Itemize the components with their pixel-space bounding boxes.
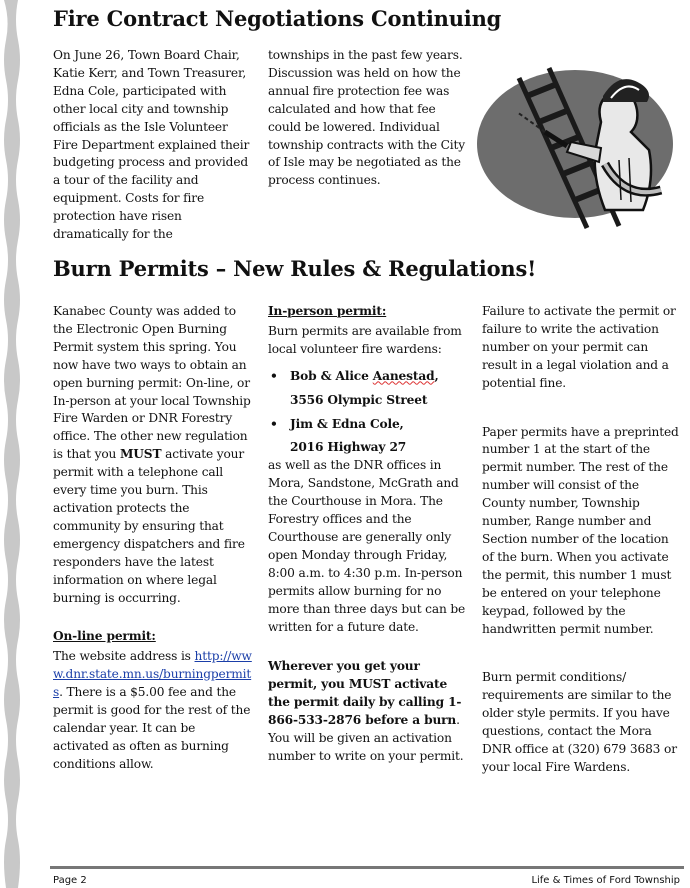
activation-bold-text: Wherever you get your permit, you MUST activate the permit daily by calling 1-866-533-2876 before a burn xyxy=(268,659,462,728)
activation-notice xyxy=(268,658,468,765)
article1-paragraph-2: townships in the past few years. Discussion was held on how the annual fire protection fee was calculated and how that fee could be lowered. Individual township contracts with the City of Isle may be negotiated as the process continues. xyxy=(268,48,466,188)
firefighter-clipart-image xyxy=(475,40,687,232)
inperson-body: as well as the DNR offices in Mora, Sandstone, McGrath and the Courthouse in Mora. The Forestry offices and the Courthouse are generally only open Monday through Friday, 8:00 a.m. to 4:30 p.m. In-person permits allow burning for no more than three days but can be written for a future date. xyxy=(268,458,466,634)
dnr-burning-permits-link[interactable]: http://www.dnr.state.mn.us/burningpermits xyxy=(53,649,252,700)
article-title-burn-permits: Burn Permits – New Rules & Regulations! xyxy=(53,256,537,281)
failure-warning: Failure to activate the permit or failure to write the activation number on your permit can result in a legal violation and a potential fine. xyxy=(482,304,676,390)
decorative-border-strip xyxy=(0,0,22,888)
online-permit-body xyxy=(53,648,253,773)
article2-column-2 xyxy=(268,303,468,766)
burn-permit-intro xyxy=(53,303,253,607)
must-emphasis: MUST xyxy=(119,447,162,462)
article-title-fire-contract: Fire Contract Negotiations Continuing xyxy=(53,6,502,31)
activation-rest-text: . You will be given an activation number to write on your permit. xyxy=(268,713,464,763)
footer-publication-name: Life & Times of Ford Township xyxy=(531,875,680,886)
paper-permits-paragraph: Paper permits have a preprinted number 1 at the start of the permit number. The rest of the number will consist of the County number, Township number, Range number and Section number of the location of the burn. When you activate the permit, this number 1 must be entered on your telephone keypad, followed by the handwritten permit number. xyxy=(482,424,679,636)
article1-column-2 xyxy=(268,47,468,190)
warden1-address: 3556 Olympic Street xyxy=(290,392,428,407)
warden2-address: 2016 Highway 27 xyxy=(290,440,407,455)
intro-text-b: activate your permit with a telephone call every time you burn. This activation protects the community by ensuring that emergency dispatchers and fire responders have the latest information on where legal burning is occurring. xyxy=(53,447,245,605)
article2-column-1 xyxy=(53,303,253,774)
warden-list-item-2 xyxy=(268,416,468,434)
online-text-b: . There is a $5.00 fee and the permit is good for the rest of the calendar year. It can be activated as often as burning conditions allow. xyxy=(53,685,251,771)
article1-column-1 xyxy=(53,47,253,244)
warden2-name: Jim & Edna Cole, xyxy=(290,416,404,431)
warden1-surname: Aanestad xyxy=(372,368,435,383)
footer-page-number: Page 2 xyxy=(53,875,87,886)
bullet-icon: • xyxy=(270,368,278,383)
footer-rule xyxy=(50,866,684,869)
warden1-punct: , xyxy=(434,368,439,383)
intro-text-a: Kanabec County was added to the Electronic Open Burning Permit system this spring. You now have two ways to obtain an open burning permit: On-line, or In-person at your local Township Fire Warden or DNR Forestry office. The other new regulation is that you xyxy=(53,304,251,462)
conditions-paragraph: Burn permit conditions/ requirements are similar to the older style permits. If you have questions, contact the Mora DNR office at (320) 679 3683 or your local Fire Wardens. xyxy=(482,670,677,774)
article2-column-3 xyxy=(482,303,682,777)
online-permit-heading: On-line permit: xyxy=(53,629,156,644)
online-text-a: The website address is xyxy=(53,649,195,664)
bullet-icon: • xyxy=(270,416,278,431)
warden-list-item-1 xyxy=(268,368,468,386)
warden1-name: Bob & Alice xyxy=(290,368,373,383)
article1-paragraph-1: On June 26, Town Board Chair, Katie Kerr, and Town Treasurer, Edna Cole, participated with other local city and township officials as the Isle Volunteer Fire Department explained their budgeting process and provided a tour of the facility and equipment. Costs for fire protection have risen dramatically for the xyxy=(53,48,250,242)
inperson-intro: Burn permits are available from local volunteer fire wardens: xyxy=(268,323,462,356)
inperson-permit-heading: In-person permit: xyxy=(268,304,387,318)
